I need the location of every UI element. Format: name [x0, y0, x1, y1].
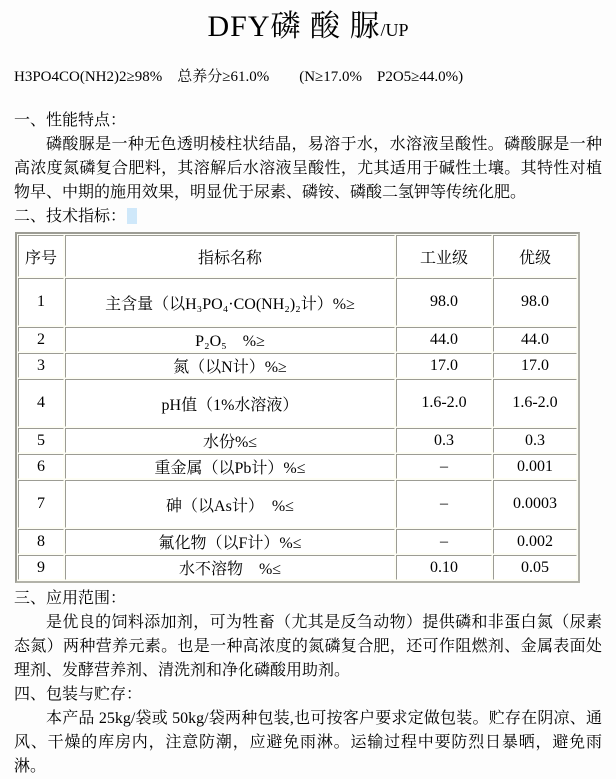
section-heading-application: 三、应用范围：: [14, 590, 127, 607]
cell-name: pH值（1%水溶液）: [65, 379, 395, 427]
cell-no: 4: [18, 379, 64, 427]
col-header-no: 序号: [18, 235, 64, 277]
cell-name: 重金属（以Pb计）%≤: [65, 454, 395, 479]
page-title-suffix: /UP: [380, 20, 409, 40]
cell-premium: 44.0: [493, 327, 577, 352]
formula-line: H3PO4CO(NH2)2≥98% 总养分≥61.0% (N≥17.0% P2O5≥44.0%): [14, 69, 464, 85]
cell-no: 6: [18, 454, 64, 479]
table-row: [18, 555, 577, 580]
table-row: [18, 379, 577, 427]
section-body-application: 是优良的饲料添加剂，可为牲畜（尤其是反刍动物）提供磷和非蛋白氮（尿素态氮）两种营养元素。也是一种高浓度的氮磷复合肥，还可作阻燃剂、金属表面处理剂、发酵营养剂、清洗剂和净化磷酸用助剂。: [14, 614, 602, 679]
cell-premium: 0.001: [493, 454, 577, 479]
cell-name: P₂O₅ %≥: [65, 327, 395, 352]
cell-name: 氟化物（以F计）%≤: [65, 529, 395, 554]
section-heading-specs: [14, 205, 602, 229]
table-row: [18, 327, 577, 352]
col-header-premium: 优级: [493, 235, 577, 277]
section-heading-packaging: 四、包装与贮存：: [14, 686, 143, 703]
cell-industrial: 0.10: [396, 555, 492, 580]
page-title-main: DFY磷 酸 脲: [207, 10, 381, 43]
cell-premium: 0.05: [493, 555, 577, 580]
cell-premium: 1.6-2.0: [493, 379, 577, 427]
table-row: [18, 480, 577, 528]
cell-industrial: 17.0: [396, 353, 492, 378]
cell-premium: 0.002: [493, 529, 577, 554]
cell-no: 5: [18, 428, 64, 453]
table-row: [18, 529, 577, 554]
section-body-performance: 磷酸脲是一种无色透明棱柱状结晶，易溶于水，水溶液呈酸性。磷酸脲是一种高浓度氮磷复合肥料，其溶解后水溶液呈酸性，尤其适用于碱性土壤。其特性对植物早、中期的施用效果，明显优于尿素、磷铵、磷酸二氢钾等传统化肥。: [14, 136, 602, 201]
cell-industrial: –: [396, 480, 492, 528]
section-heading-specs-text: 二、技术指标：: [14, 208, 127, 225]
col-header-name: 指标名称: [65, 235, 395, 277]
cell-premium: 0.3: [493, 428, 577, 453]
table-row: [18, 428, 577, 453]
section-heading-performance: 一、性能特点：: [14, 112, 127, 129]
table-row: [18, 454, 577, 479]
cell-premium: 98.0: [493, 278, 577, 326]
cell-name: 水不溶物 %≤: [65, 555, 395, 580]
selection-artifact: [127, 208, 137, 224]
cell-no: 2: [18, 327, 64, 352]
cell-industrial: –: [396, 529, 492, 554]
col-header-industrial: 工业级: [396, 235, 492, 277]
table-row: [18, 353, 577, 378]
cell-industrial: 98.0: [396, 278, 492, 326]
cell-no: 1: [18, 278, 64, 326]
spec-table: [15, 232, 580, 583]
spec-table-header-row: [18, 235, 577, 277]
cell-name: 氮（以N计）%≥: [65, 353, 395, 378]
page-title: [14, 4, 602, 53]
section-body-packaging: 本产品 25kg/袋或 50kg/袋两种包装,也可按客户要求定做包装。贮存在阴凉、通风、干燥的库房内，注意防潮，应避免雨淋。运输过程中要防烈日暴晒，避免雨淋。: [14, 710, 602, 775]
cell-no: 3: [18, 353, 64, 378]
cell-industrial: –: [396, 454, 492, 479]
cell-industrial: 1.6-2.0: [396, 379, 492, 427]
cell-premium: 0.0003: [493, 480, 577, 528]
cell-name: 水份%≤: [65, 428, 395, 453]
cell-premium: 17.0: [493, 353, 577, 378]
cell-no: 8: [18, 529, 64, 554]
cell-name: 砷（以As计） %≤: [65, 480, 395, 528]
cell-no: 7: [18, 480, 64, 528]
cell-name: 主含量（以H₃PO₄·CO(NH₂)₂计）%≥: [65, 278, 395, 326]
cell-no: 9: [18, 555, 64, 580]
table-row: [18, 278, 577, 326]
cell-industrial: 44.0: [396, 327, 492, 352]
cell-industrial: 0.3: [396, 428, 492, 453]
